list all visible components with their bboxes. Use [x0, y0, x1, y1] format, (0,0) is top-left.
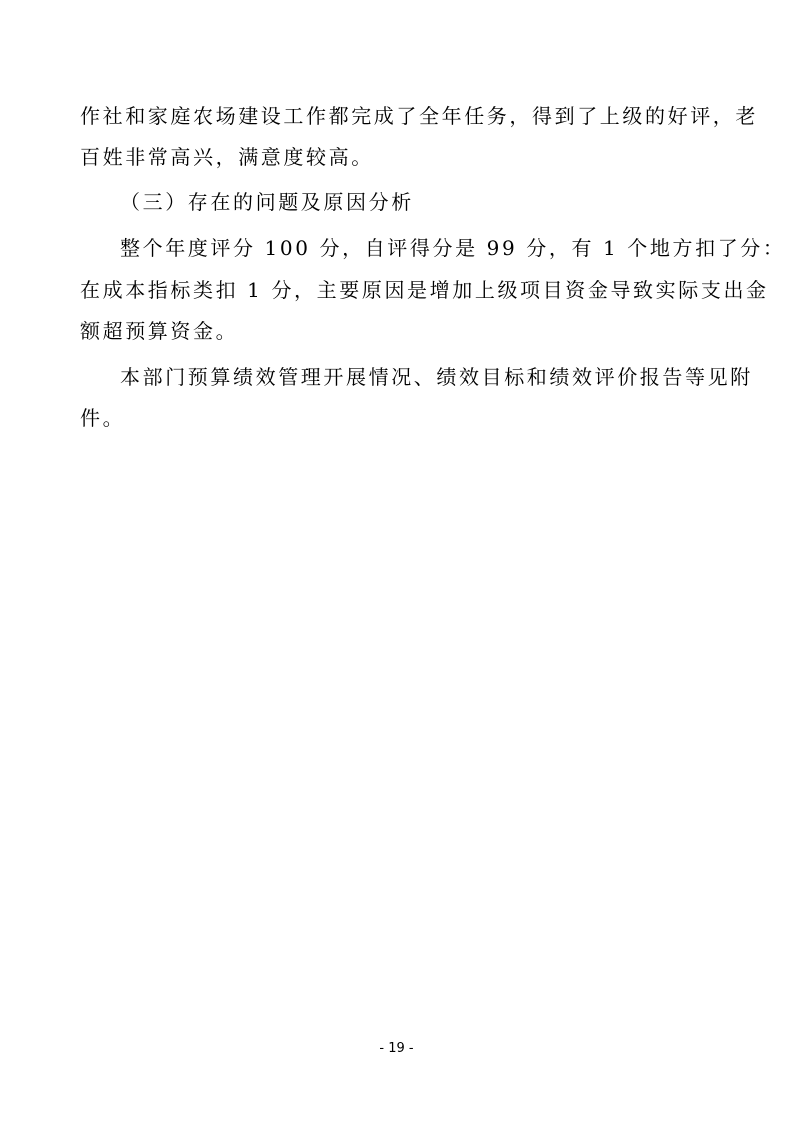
paragraph-3-line-3: 额超预算资金。 — [80, 319, 239, 343]
paragraph-3-line-1: 整个年度评分 100 分，自评得分是 99 分，有 1 个地方扣了分： — [120, 236, 786, 260]
section-heading: （三）存在的问题及原因分析 — [120, 190, 414, 214]
paragraph-1-line-1: 作社和家庭农场建设工作都完成了全年任务，得到了上级的好评，老 — [80, 104, 758, 128]
paragraph-4-line-2: 件。 — [80, 406, 126, 430]
paragraph-4-line-1: 本部门预算绩效管理开展情况、绩效目标和绩效评价报告等见附 — [120, 365, 753, 389]
paragraph-3-line-2: 在成本指标类扣 1 分，主要原因是增加上级项目资金导致实际支出金 — [80, 278, 769, 302]
paragraph-1-line-2: 百姓非常高兴，满意度较高。 — [80, 145, 374, 169]
page-number: - 19 - — [379, 1041, 414, 1056]
